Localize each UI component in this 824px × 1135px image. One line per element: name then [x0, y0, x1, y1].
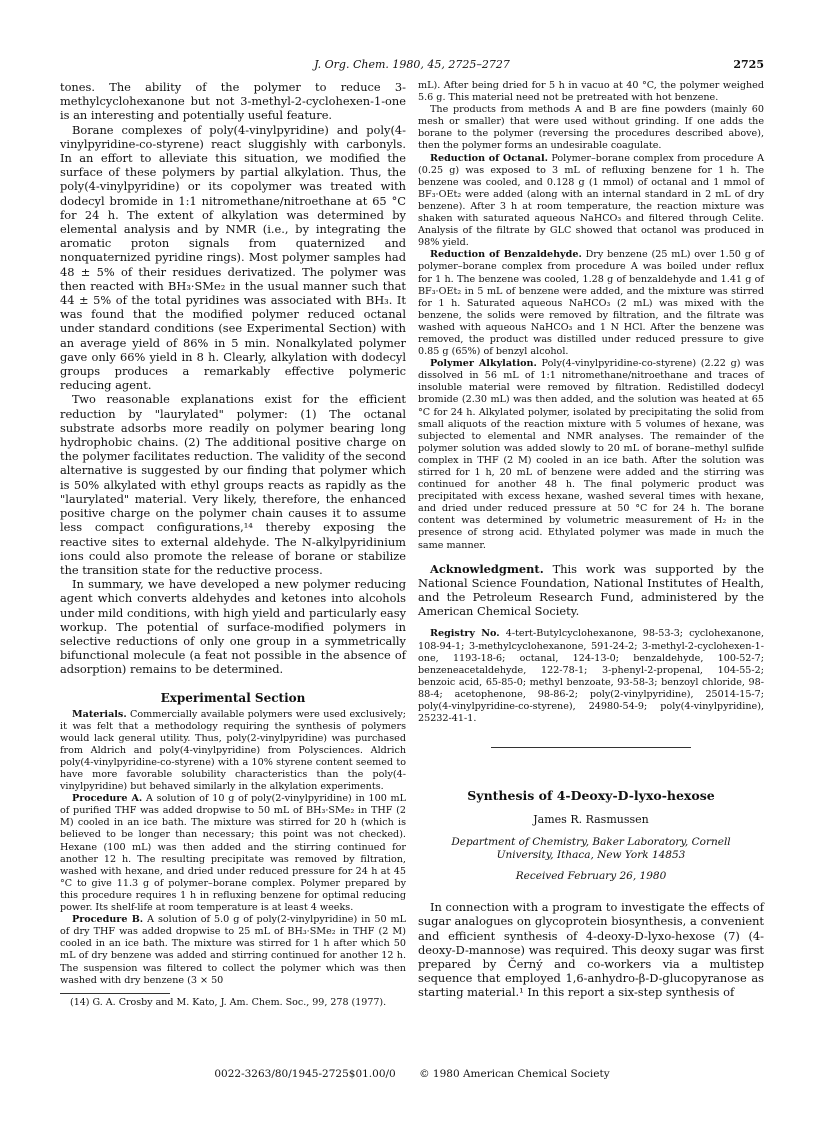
paragraph-text: Dry benzene (25 mL) over 1.50 g of polymer–borane complex from procedure A was boiled under reflux for 1 h. The benzene was cooled, 1.28 g of benzaldehyde and 1.41 g of BF₃·OEt₂ in 5 mL of benzene were added, and the mixture was stirred for 1 h. Saturated aqueous NaHCO₃ (2 mL) was mixed with the benzene, the solids were removed by filtration, and the filtrate was washed with aqueous NaHCO₃ and 1 N HCl. After the benzene was removed, the product was distilled under reduced pressure to give 0.85 g (65%) of benzyl alcohol.	[418, 249, 764, 358]
run-in-heading: Registry No.	[430, 628, 500, 640]
paragraph: The products from methods A and B are fine powders (mainly 60 mesh or smaller) that were used without grinding. If one adds the borane to the polymer (reversing the procedures described above), then the polymer forms an undesirable coagulate.	[418, 104, 764, 152]
experimental-section-heading: Experimental Section	[160, 690, 306, 705]
footnote: (14) G. A. Crosby and M. Kato, J. Am. Chem. Soc., 99, 278 (1977).	[70, 996, 387, 1008]
procedure-a-paragraph	[60, 793, 406, 914]
paragraph-text: This work was supported by the National Science Foundation, National Institutes of Health, and the Petroleum Research Fund, administered by the American Chemical Society.	[418, 561, 764, 619]
paragraph: Two reasonable explanations exist for the efficient reduction by "laurylated" polymer: (1) The octanal substrate adsorbs more readily on polymer bearing long hydrophobic chains. (2) The additional positive charge on the polymer facilitates reduction. The validity of the second alternative is suggested by our finding that polymer which is 50% alkylated with ethyl groups reacts as rapidly as the "laurylated" material. Very likely, therefore, the enhanced positive charge on the polymer chain causes it to assume less compact configurations,¹⁴ thereby exposing the reactive sites to external aldehyde. The N-alkylpyridinium ions could also promote the release of borane or stabilize the transition state for the reductive process.	[60, 392, 406, 577]
paragraph-text: Poly(4-vinylpyridine-co-styrene) (2.22 g) was dissolved in 56 mL of 1:1 nitromethane/nitroethane and traces of insoluble material were removed by filtration. Redistilled dodecyl bromide (2.30 mL) was then added, and the solution was heated at 65 °C for 24 h. Alkylated polymer, isolated by precipitating the solid from small aliquots of the reaction mixture with 5 volumes of hexane, was subjected to elemental and NMR analyses. The remainder of the polymer solution was added slowly to 20 mL of borane–methyl sulfide complex in THF (2 M) cooled in an ice bath. After the solution was stirred for 1 h, 20 mL of benzene were added and the stirring was continued for another 48 h. The final polymeric product was precipitated with excess hexane, washed several times with hexane, and dried under reduced pressure at 50 °C for 24 h. The borane content was determined by volumetric measurement of H₂ in the presence of strong acid. Ethylated polymer was made in much the same manner.	[418, 358, 765, 551]
article-title: Synthesis of 4-Deoxy-D-lyxo-hexose	[467, 788, 715, 804]
paragraph: Borane complexes of poly(4-vinylpyridine) and poly(4-vinylpyridine-co-styrene) react sluggishly with carbonyls. In an effort to alleviate this situation, we modified the surface of these polymers by partial alkylation. Thus, the poly(4-vinylpyridine) or its copolymer was treated with dodecyl bromide in 1:1 nitromethane/nitroethane at 65 °C for 24 h. The extent of alkylation was determined by elemental analysis and by NMR (i.e., by integrating the aromatic proton signals from quaternized and nonquaternized pyridine rings). Most polymer samples had 48 ± 5% of their residues derivatized. The polymer was then reacted with BH₃·SMe₂ in the usual manner such that 44 ± 5% of the total pyridines was associated with BH₃. It was found that the modified polymer reduced octanal under standard conditions (see Experimental Section) with an average yield of 86% in 5 min. Nonalkylated polymer gave only 66% yield in 8 h. Clearly, alkylation with dodecyl groups produces a remarkably effective polymeric reducing agent.	[60, 122, 406, 393]
paragraph-text: 4-tert-Butylcyclohexanone, 98-53-3; cyclohexanone, 108-94-1; 3-methylcyclohexanone, 591-24-2; 3-methyl-2-cyclohexen-1-one, 1193-18-6; octanal, 124-13-0; benzaldehyde, 100-52-7; benzeneacetaldehyde, 122-78-1; 3-phenyl-2-propenal, 104-55-2; benzoic acid, 65-85-0; methyl benzoate, 93-58-3; benzoyl chloride, 98-88-4; acetophenone, 98-86-2; poly(2-vinylpyridine), 25014-15-7; poly(4-vinylpyridine-co-styrene), 24980-54-9; poly(4-vinylpyridine), 25232-41-1.	[418, 628, 764, 725]
right-column	[418, 80, 764, 1000]
copyright-notice: © 1980 American Chemical Society	[419, 1068, 610, 1080]
paragraph-text: A solution of 5.0 g of poly(2-vinylpyridine) in 50 mL of dry THF was added dropwise to 25 mL of BH₃·SMe₂ in THF (2 M) cooled in an ice bath. The mixture was stirred for 1 h after which 50 mL of dry benzene was added and stirring continued for another 12 h. The suspension was filtered to collect the polymer which was then washed with dry benzene (3 × 50	[60, 914, 406, 986]
run-in-heading: Reduction of Benzaldehyde.	[430, 249, 582, 261]
run-in-heading: Acknowledgment.	[430, 561, 544, 576]
benzaldehyde-paragraph	[418, 249, 764, 358]
run-in-heading: Materials.	[72, 708, 127, 720]
paragraph: tones. The ability of the polymer to reduce 3-methylcyclohexanone but not 3-methyl-2-cyclohexen-1-one is an interesting and potentially useful feature.	[60, 80, 406, 123]
page-footer	[60, 1068, 764, 1080]
paragraph: mL). After being dried for 5 h in vacuo at 40 °C, the polymer weighed 5.6 g. This material need not be pretreated with hot benzene.	[418, 80, 764, 104]
run-in-heading: Polymer Alkylation.	[430, 358, 537, 370]
procedure-b-paragraph	[60, 914, 406, 987]
run-in-heading: Procedure A.	[72, 793, 143, 805]
paragraph-text: Polymer–borane complex from procedure A (0.25 g) was exposed to 3 mL of refluxing benzene for 1 h. The benzene was cooled, and 0.128 g (1 mmol) of octanal and 1 mmol of BF₃·OEt₂ were added (along with an internal standard in 2 mL of dry benzene). After 3 h at room temperature, the reaction mixture was shaken with saturated aqueous NaHCO₃ and filtered through Celite. Analysis of the filtrate by GLC showed that octanol was produced in 98% yield.	[418, 152, 765, 249]
paragraph: In summary, we have developed a new polymer reducing agent which converts aldehydes and ketones into alcohols under mild conditions, with high yield and particularly easy workup. The potential of surface-modified polymers in selective reductions of only one group in a symmetrically bifunctional molecule (a feat not possible in the absence of adsorption) remains to be determined.	[60, 577, 406, 677]
affiliation-line: Department of Chemistry, Baker Laboratory, Cornell	[451, 836, 731, 849]
affiliation-line: University, Ithaca, New York 14853	[496, 849, 686, 862]
footnote-divider	[60, 993, 170, 994]
materials-paragraph	[60, 709, 406, 794]
octanal-paragraph	[418, 153, 764, 250]
paragraph-text: A solution of 10 g of poly(2-vinylpyridine) in 100 mL of purified THF was added dropwise to 50 mL of BH₃·SMe₂ in THF (2 M) cooled in an ice bath. The mixture was stirred for 20 h (which is believed to be longer than necessary; this point was not checked). Hexane (100 mL) was then added and the stirring continued for another 12 h. The resulting precipitate was removed by filtration, washed with hexane, and dried under reduced pressure for 24 h at 45 °C to give 11.3 g of polymer–borane complex. Polymer prepared by this procedure requires 1 h in refluxing benzene for optimal reducing power. Its shelf-life at room temperature is at least 4 weeks.	[60, 793, 407, 914]
issn-code: 0022-3263/80/1945-2725$01.00/0	[214, 1068, 396, 1080]
left-column	[60, 80, 406, 1009]
run-in-heading: Reduction of Octanal.	[430, 152, 548, 164]
running-header	[60, 58, 764, 74]
received-date: Received February 26, 1980	[515, 870, 667, 883]
article-divider	[491, 747, 691, 748]
article-author: James R. Rasmussen	[533, 813, 649, 827]
run-in-heading: Procedure B.	[72, 914, 144, 926]
intro-paragraph: In connection with a program to investigate the effects of sugar analogues on glycoprotein biosynthesis, a convenient and efficient synthesis of 4-deoxy-D-lyxo-hexose (7) (4-deoxy-D-mannose) was required. This deoxy sugar was first prepared by Černý and co-workers via a multistep sequence that employed 1,6-anhydro-β-D-glucopyranose as starting material.¹ In this report a six-step synthesis of	[418, 900, 764, 1000]
journal-citation: J. Org. Chem. 1980, 45, 2725–2727	[314, 58, 510, 71]
paragraph-text: Commercially available polymers were used exclusively; it was felt that a methodology requiring the synthesis of polymers would lack general utility. Thus, poly(2-vinylpyridine) was purchased from Aldrich and poly(4-vinylpyridine) from Polysciences. Aldrich poly(4-vinylpyridine-co-styrene) with a 10% styrene content seemed to have more favorable solubility characteristics than the poly(4-vinylpyridine) but behaved similarly in the alkylation experiments.	[60, 708, 406, 793]
page-number: 2725	[733, 58, 764, 71]
alkylation-paragraph	[418, 358, 764, 552]
acknowledgment-paragraph	[418, 562, 764, 619]
registry-paragraph	[418, 628, 764, 725]
